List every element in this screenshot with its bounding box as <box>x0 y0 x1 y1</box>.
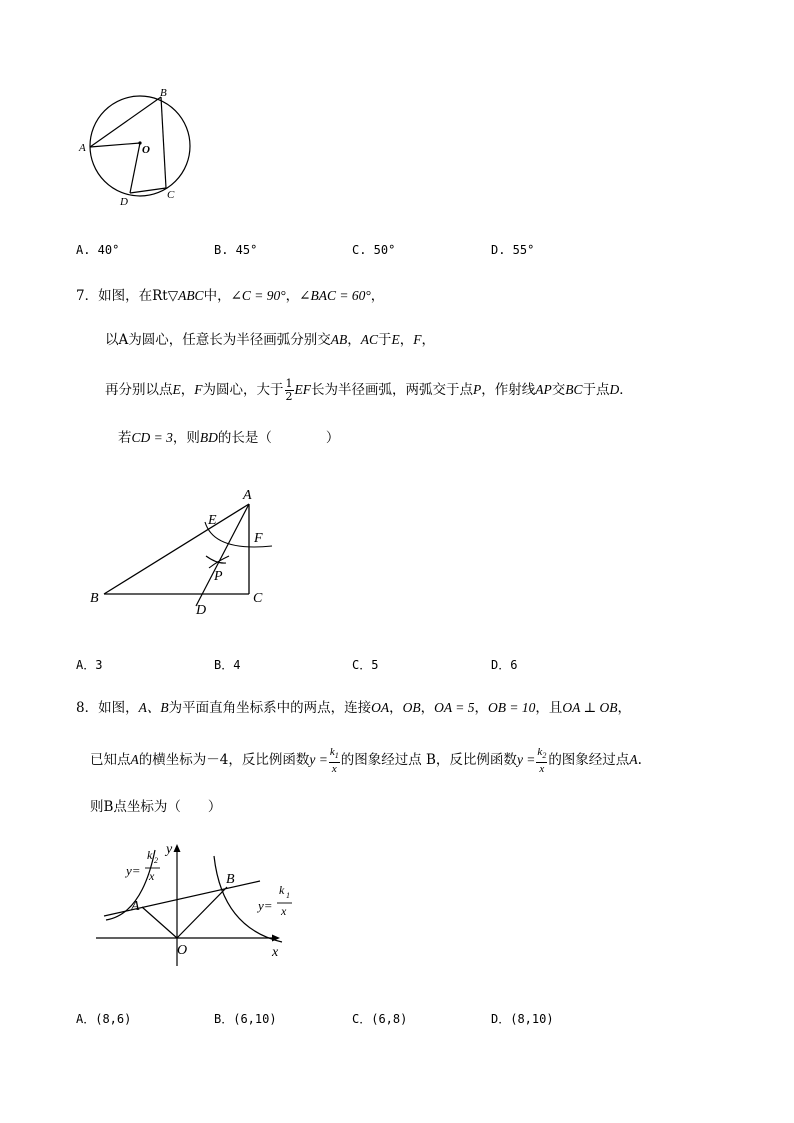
fraction-k2-over-x: $\frac{k_2}{x}$ <box>537 746 547 776</box>
q8-option-d[interactable]: D．(8,10) <box>491 1012 554 1026</box>
label-a: A <box>131 899 140 914</box>
segment-ao <box>90 143 140 147</box>
q7-line-3: 再分别以点E，F为圆心，大于 $\frac{1}{2}$ EF长为半径画弧，两弧交于点P，作射线AP交BC于点D． <box>105 377 633 403</box>
q8-number: 8． <box>76 700 99 716</box>
q6-option-a[interactable]: A. 40° <box>76 243 120 257</box>
label-d: D <box>196 603 207 618</box>
label-e: E <box>208 513 217 528</box>
q8-line-1: 8．如图，A、B为平面直角坐标系中的两点，连接OA，OB，OA = 5，OB = 10，且OA ⊥ OB， <box>76 700 632 716</box>
fraction-k1-over-x: $\frac{k_1}{x}$ <box>329 746 339 776</box>
q7-option-a[interactable]: A．3 <box>76 658 103 672</box>
segment-bc <box>161 97 166 188</box>
label-p: P <box>214 569 223 584</box>
label-a: A <box>243 488 252 503</box>
side-ab <box>104 504 249 594</box>
label-func-k1-y: y= <box>258 898 273 913</box>
q7-line-4: 若CD = 3，则BD的长是（ ） <box>118 430 340 446</box>
q7-option-d[interactable]: D．6 <box>491 658 518 672</box>
label-func-k2-den: x <box>149 869 155 883</box>
q6-option-d[interactable]: D. 55° <box>491 243 535 257</box>
q8-line-3: 则B点坐标为（ ） <box>90 799 222 815</box>
q8-option-c[interactable]: C．(6,8) <box>352 1012 408 1026</box>
label-func-k2-sub: 2 <box>154 856 158 865</box>
segment-ob <box>177 887 227 938</box>
label-b: B <box>226 872 235 887</box>
label-c: C <box>167 189 175 201</box>
q7-option-c[interactable]: C．5 <box>352 658 379 672</box>
label-c: C <box>253 591 263 606</box>
label-func-k2-num: k <box>147 848 153 862</box>
label-a: A <box>79 142 86 154</box>
segment-dc <box>130 188 166 193</box>
q6-option-c[interactable]: C. 50° <box>352 243 396 257</box>
y-axis-arrow <box>174 844 181 852</box>
label-d: D <box>120 196 128 208</box>
label-func-k1-sub: 1 <box>286 891 290 900</box>
q8-line-2: 已知点A的横坐标为－4，反比例函数y = $\frac{k_1}{x}$ 的图象经过点 B，反比例函数y = $\frac{k_2}{x}$ 的图象经过点A. <box>90 746 642 776</box>
q7-line-1: 7．如图，在Rt▽ABC中，∠C = 90°，∠BAC = 60°， <box>76 288 385 304</box>
label-b: B <box>90 591 99 606</box>
ray-ap <box>196 504 249 606</box>
q8-option-b[interactable]: B．(6,10) <box>214 1012 277 1026</box>
q6-option-b[interactable]: B. 45° <box>214 243 258 257</box>
q7-number: 7． <box>76 288 99 304</box>
label-func-k1-num: k <box>279 883 285 897</box>
q7-option-b[interactable]: B．4 <box>214 658 241 672</box>
label-func-k2-y: y= <box>126 863 141 878</box>
label-o: O <box>177 943 188 958</box>
q7-line-2: 以A为圆心，任意长为半径画弧分别交AB，AC于E，F， <box>105 332 436 348</box>
label-x-axis: x <box>272 945 279 960</box>
q7-triangle-figure <box>86 484 286 619</box>
label-b: B <box>160 87 167 99</box>
q6-circle-figure <box>70 82 210 212</box>
q8-option-a[interactable]: A．(8,6) <box>76 1012 132 1026</box>
segment-ab <box>90 97 161 147</box>
q8-coordinate-figure <box>90 838 300 966</box>
segment-od <box>130 143 140 193</box>
label-o: O <box>142 144 150 156</box>
label-y-axis: y <box>166 842 173 857</box>
label-f: F <box>254 531 263 546</box>
label-func-k1-den: x <box>281 904 287 918</box>
fraction-one-half: $\frac{1}{2}$ <box>285 377 293 403</box>
line-ab <box>104 881 260 916</box>
segment-oa <box>142 907 177 938</box>
